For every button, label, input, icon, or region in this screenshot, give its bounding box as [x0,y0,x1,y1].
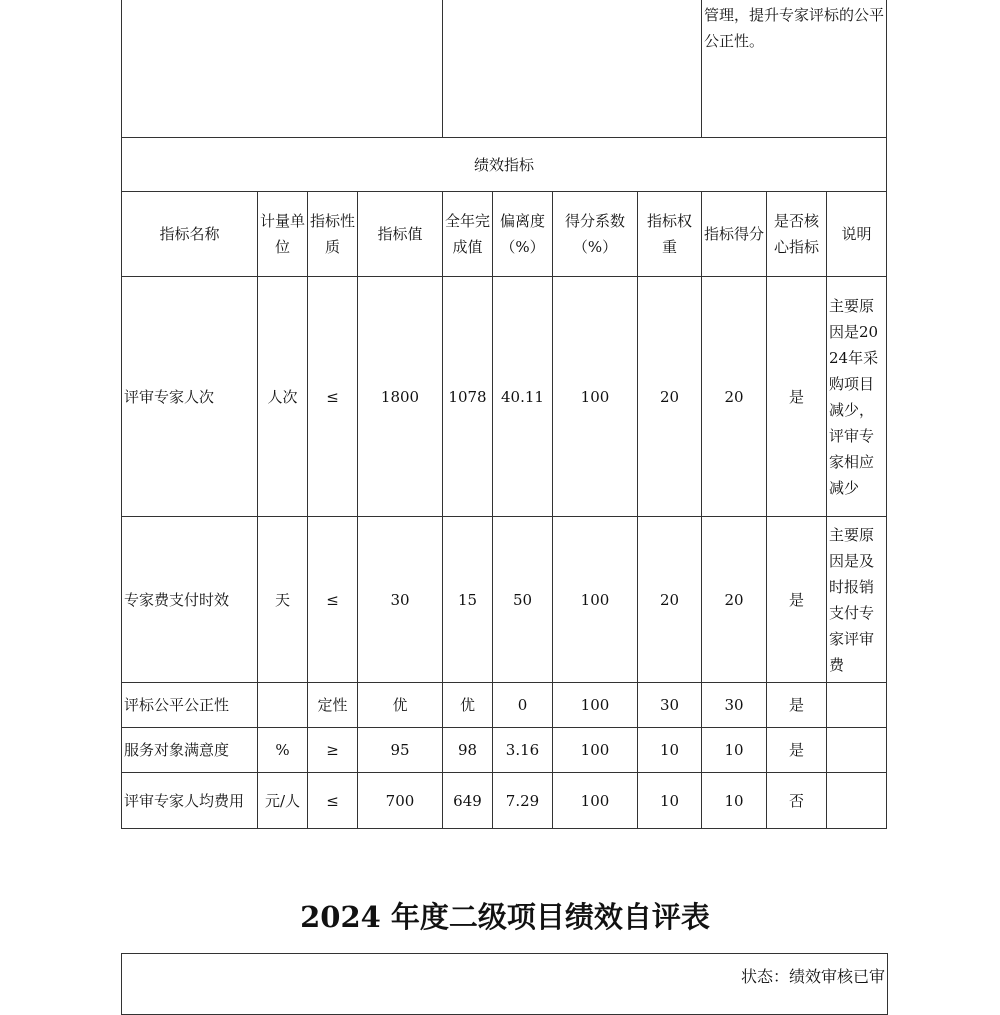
deviation: 7.29 [493,773,553,829]
coefficient: 100 [553,683,638,728]
target: 30 [358,517,443,683]
actual: 1078 [443,277,493,517]
unit: 元/人 [258,773,308,829]
unit [258,683,308,728]
table-row [122,277,887,517]
deviation: 40.11 [493,277,553,517]
deviation: 0 [493,683,553,728]
target: 优 [358,683,443,728]
coefficient: 100 [553,277,638,517]
score: 20 [702,277,767,517]
weight: 10 [638,728,702,773]
header-cell: 指标值 [358,192,443,277]
section-title: 绩效指标 [122,138,887,192]
unit: 人次 [258,277,308,517]
indicator-name: 评审专家人均费用 [122,773,258,829]
performance-indicator-table [121,137,887,829]
target: 95 [358,728,443,773]
indicator-name: 专家费支付时效 [122,517,258,683]
top-section-table [121,0,887,138]
indicator-name: 服务对象满意度 [122,728,258,773]
actual: 98 [443,728,493,773]
actual: 15 [443,517,493,683]
note [827,683,887,728]
score: 10 [702,773,767,829]
target: 1800 [358,277,443,517]
core: 是 [767,517,827,683]
core: 是 [767,728,827,773]
top-note: 管理，提升专家评标的公平公正性。 [702,0,887,138]
actual: 649 [443,773,493,829]
deviation: 3.16 [493,728,553,773]
header-cell: 计量单位 [258,192,308,277]
header-cell: 指标名称 [122,192,258,277]
table-row [122,728,887,773]
indicator-name: 评审专家人次 [122,277,258,517]
unit: % [258,728,308,773]
note [827,773,887,829]
header-cell: 偏离度（%） [493,192,553,277]
status-box [121,953,888,1015]
score: 30 [702,683,767,728]
header-cell: 全年完成值 [443,192,493,277]
coefficient: 100 [553,517,638,683]
header-cell: 得分系数（%） [553,192,638,277]
header-cell: 指标性质 [308,192,358,277]
nature: ≤ [308,277,358,517]
header-cell: 指标得分 [702,192,767,277]
header-cell: 说明 [827,192,887,277]
header-cell: 是否核心指标 [767,192,827,277]
form-title: 2024 年度二级项目绩效自评表 [300,900,710,934]
nature: ≤ [308,773,358,829]
core: 否 [767,773,827,829]
deviation: 50 [493,517,553,683]
table-row [122,773,887,829]
weight: 30 [638,683,702,728]
actual: 优 [443,683,493,728]
score: 20 [702,517,767,683]
header-cell: 指标权重 [638,192,702,277]
core: 是 [767,683,827,728]
coefficient: 100 [553,773,638,829]
weight: 20 [638,517,702,683]
unit: 天 [258,517,308,683]
table-row [122,683,887,728]
empty-cell [443,0,702,138]
weight: 10 [638,773,702,829]
table-row [122,517,887,683]
indicator-name: 评标公平公正性 [122,683,258,728]
nature: 定性 [308,683,358,728]
header-row [122,192,887,277]
score: 10 [702,728,767,773]
note [827,728,887,773]
empty-cell [122,0,443,138]
coefficient: 100 [553,728,638,773]
status-text: 状态：绩效审核已审 [740,967,885,986]
weight: 20 [638,277,702,517]
core: 是 [767,277,827,517]
nature: ≥ [308,728,358,773]
nature: ≤ [308,517,358,683]
note: 主要原因是及时报销支付专家评审费 [827,517,887,683]
target: 700 [358,773,443,829]
note: 主要原因是2024年采购项目减少，评审专家相应减少 [827,277,887,517]
